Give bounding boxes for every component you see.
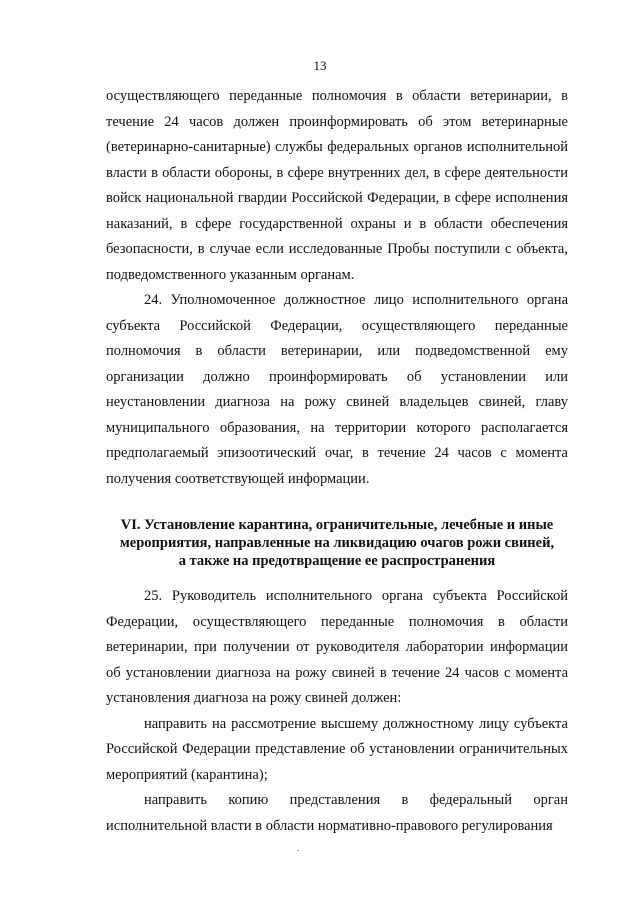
page-number: 13	[313, 58, 327, 73]
section-heading-line-2: мероприятия, направленные на ликвидацию очагов рожи свиней,	[119, 535, 555, 551]
scan-speck	[297, 850, 299, 851]
page-content	[106, 84, 568, 839]
paragraph-24: 24. Уполномоченное должностное лицо исполнительного органа субъекта Российской Федерации, осуществляющего переданные полномочия в области ветеринарии, или подведомственной ему организации должно проинформировать об установлении или неустановлении диагноза на рожу свиней владельцев свиней, главу муниципального образования, на территории которого располагается предполагаемый эпизоотический очаг, в течение 24 часов с момента получения соответствующей информации.	[106, 292, 568, 487]
paragraph-25-item-2: направить копию представления в федеральный орган исполнительной власти в области нормативно-правового регулирования	[106, 792, 568, 834]
section-heading	[106, 516, 568, 570]
section-heading-line-3: а также на предотвращение ее распространения	[178, 553, 496, 569]
paragraph-continuation: осуществляющего переданные полномочия в области ветеринарии, в течение 24 часов должен проинформировать об этом ветеринарные (ветеринарно-санитарные) службы федеральных органов исполнительной власти в области обороны, в сфере внутренних дел, в сфере деятельности войск национальной гвардии Российской Федерации, в сфере исполнения наказаний, в сфере государственной охраны и в области обеспечения безопасности, в случае если исследованные Пробы поступили с объекта, подведомственного указанным органам.	[106, 88, 568, 283]
paragraph-25-item-1: направить на рассмотрение высшему должностному лицу субъекта Российской Федерации представление об установлении ограничительных мероприятий (карантина);	[106, 715, 568, 783]
section-heading-line-1: VI. Установление карантина, ограничительные, лечебные и иные	[120, 517, 554, 533]
paragraph-25: 25. Руководитель исполнительного органа субъекта Российской Федерации, осуществляющего переданные полномочия в области ветеринарии, при получении от руководителя лаборатории информации об установлении диагноза на рожу свиней в течение 24 часов с момента установления диагноза на рожу свиней должен:	[106, 588, 568, 706]
